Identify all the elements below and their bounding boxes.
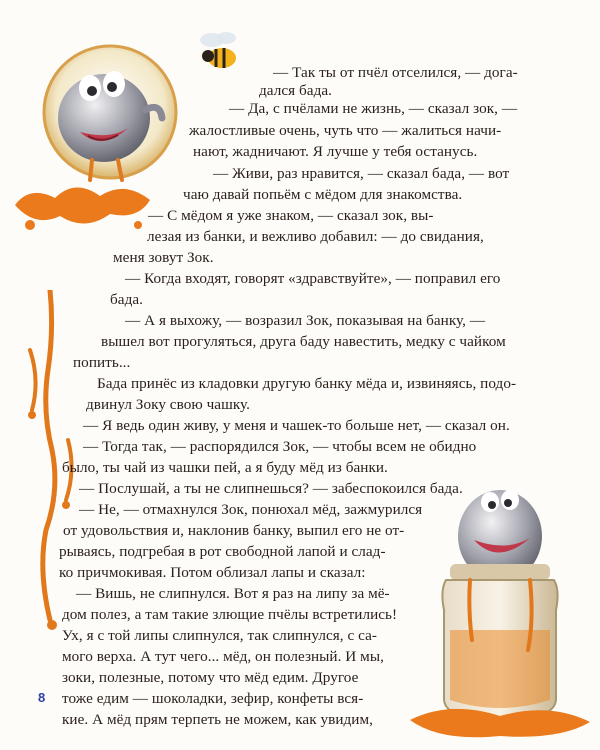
text-line: — Так ты от пчёл отселился, — дога- [273,64,518,81]
text-line: мого верха. А тут чего... мёд, он полезный. И мы, [62,648,384,665]
text-line: вышел вот прогуляться, друга баду навестить, медку с чайком [101,333,506,350]
text-line: от удовольствия и, наклонив банку, выпил его не от- [63,522,405,539]
text-line: — Вишь, не слипнулся. Вот я раз на липу за мё- [76,585,390,602]
text-line: тоже едим — шоколадки, зефир, конфеты вся- [62,690,364,707]
text-line: лезая из банки, и вежливо добавил: — до свидания, [147,228,484,245]
text-line: зоки, полезные, потому что мёд едим. Другое [62,669,359,686]
text-line: — Не, — отмахнулся Зок, понюхал мёд, зажмурился [79,501,423,518]
text-line: ко причмокивая. Потом облизал лапы и сказал: [59,564,366,581]
text-line: Бада принёс из кладовки другую банку мёда и, извиняясь, подо- [97,375,517,392]
honey-splash-illustration [10,170,160,240]
text-line: Ух, я с той липы слипнулся, так слипнулся, с са- [62,627,377,644]
text-line: — А я выхожу, — возразил Зок, показывая на банку, — [125,312,486,329]
page-number: 8 [38,690,46,705]
text-line: — Когда входят, говорят «здравствуйте», — поправил его [125,270,501,287]
text-line: нают, жадничают. Я лучше у тебя останусь. [193,143,478,160]
text-line: — Да, с пчёлами не жизнь, — сказал зок, — [229,100,518,117]
text-line: попить... [73,354,131,371]
text-line: — Тогда так, — распорядился Зок, — чтобы всем не обидно [83,438,477,455]
text-line: дался бада. [259,82,332,99]
text-line: было, ты чай из чашки пей, а я буду мёд из банки. [62,459,388,476]
text-line: меня зовут Зок. [113,249,214,266]
zok-in-bubble-illustration [30,40,190,190]
text-line: рываясь, подгребая в рот свободной лапой и слад- [59,543,386,560]
text-line: бада. [110,291,143,308]
zok-in-honey-jar-illustration [410,480,590,740]
text-line: — С мёдом я уже знаком, — сказал зок, вы- [148,207,434,224]
text-line: — Живи, раз нравится, — сказал бада, — вот [213,165,510,182]
text-line: кие. А мёд прям терпеть не можем, как увидим, [62,711,373,728]
bee-illustration [190,28,250,78]
text-line: двинул Зоку свою чашку. [86,396,251,413]
text-line: дом полез, а там такие злющие пчёлы встретились! [62,606,398,623]
text-line: жалостливые очень, чуть что — жалиться начи- [189,122,502,139]
text-line: чаю давай попьём с мёдом для знакомства. [183,186,463,203]
text-line: — Я ведь один живу, у меня и чашек-то больше нет, — сказал он. [83,417,510,434]
text-line: — Послушай, а ты не слипнешься? — забеспокоился бада. [79,480,463,497]
